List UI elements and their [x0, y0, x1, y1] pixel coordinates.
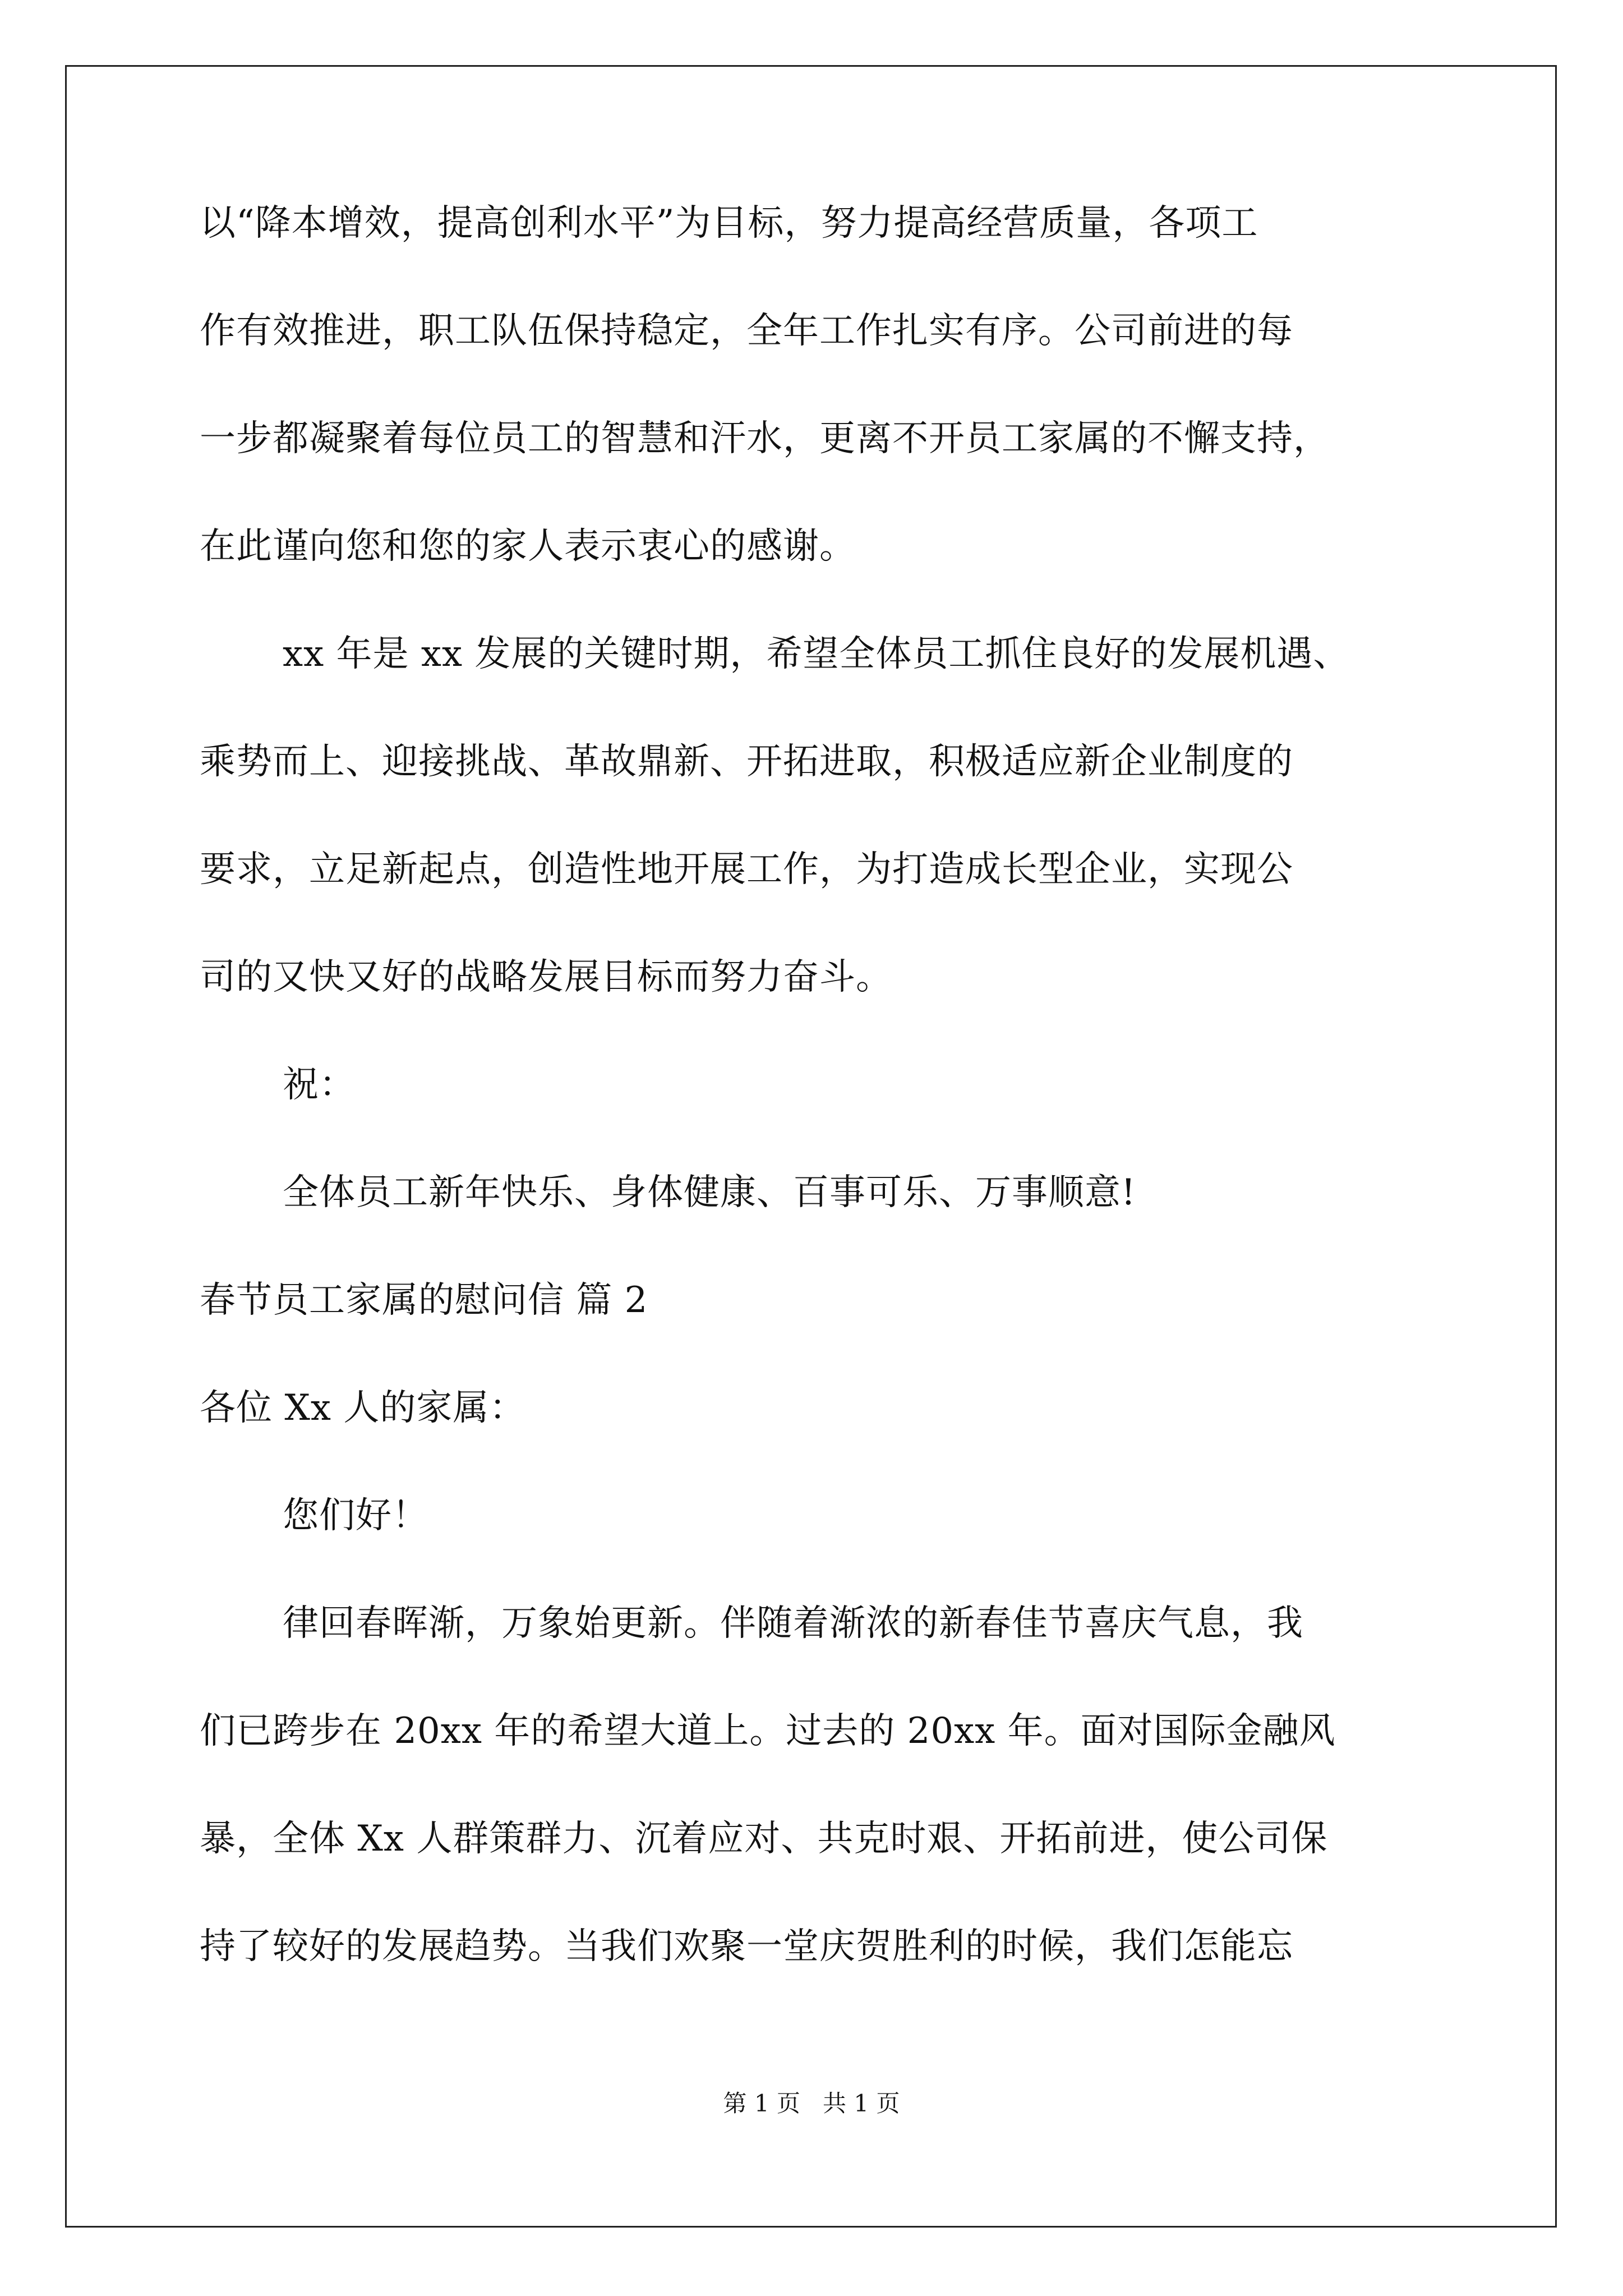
greeting-line: 您们好！: [283, 1495, 428, 1536]
page-footer: 第 1 页 共 1 页: [723, 2090, 900, 2117]
wishes-line: 全体员工新年快乐、身体健康、百事可乐、万事顺意!: [283, 1172, 1136, 1213]
paragraph-line: 暴，全体 Xx 人群策群力、沉着应对、共克时艰、开拓前进，使公司保: [200, 1818, 1328, 1860]
paragraph-line: 律回春晖渐，万象始更新。伴随着渐浓的新春佳节喜庆气息，我: [283, 1603, 1303, 1644]
section-heading: 春节员工家属的慰问信 篇 2: [200, 1280, 648, 1321]
salutation-line: 各位 Xx 人的家属：: [200, 1387, 526, 1429]
paragraph-line: 要求，立足新起点，创造性地开展工作，为打造成长型企业，实现公: [200, 849, 1293, 890]
paragraph-line: 持了较好的发展趋势。当我们欢聚一堂庆贺胜利的时候，我们怎能忘: [200, 1926, 1293, 1967]
paragraph-line: 们已跨步在 20xx 年的希望大道上。过去的 20xx 年。面对国际金融风: [200, 1710, 1336, 1752]
paragraph-line: 一步都凝聚着每位员工的智慧和汗水，更离不开员工家属的不懈支持，: [200, 418, 1330, 459]
paragraph-line: 以“降本增效，提高创利水平”为目标，努力提高经营质量，各项工: [200, 203, 1258, 244]
greeting-line: 祝：: [283, 1064, 356, 1106]
paragraph-line: xx 年是 xx 发展的关键时期，希望全体员工抓住良好的发展机遇、: [283, 633, 1350, 675]
paragraph-line: 在此谨向您和您的家人表示衷心的感谢。: [200, 526, 856, 567]
paragraph-line: 乘势而上、迎接挑战、革故鼎新、开拓进取，积极适应新企业制度的: [200, 741, 1293, 783]
paragraph-line: 作有效推进，职工队伍保持稳定，全年工作扎实有序。公司前进的每: [200, 310, 1293, 352]
paragraph-line: 司的又快又好的战略发展目标而努力奋斗。: [200, 956, 892, 998]
document-body: [200, 196, 1428, 2027]
